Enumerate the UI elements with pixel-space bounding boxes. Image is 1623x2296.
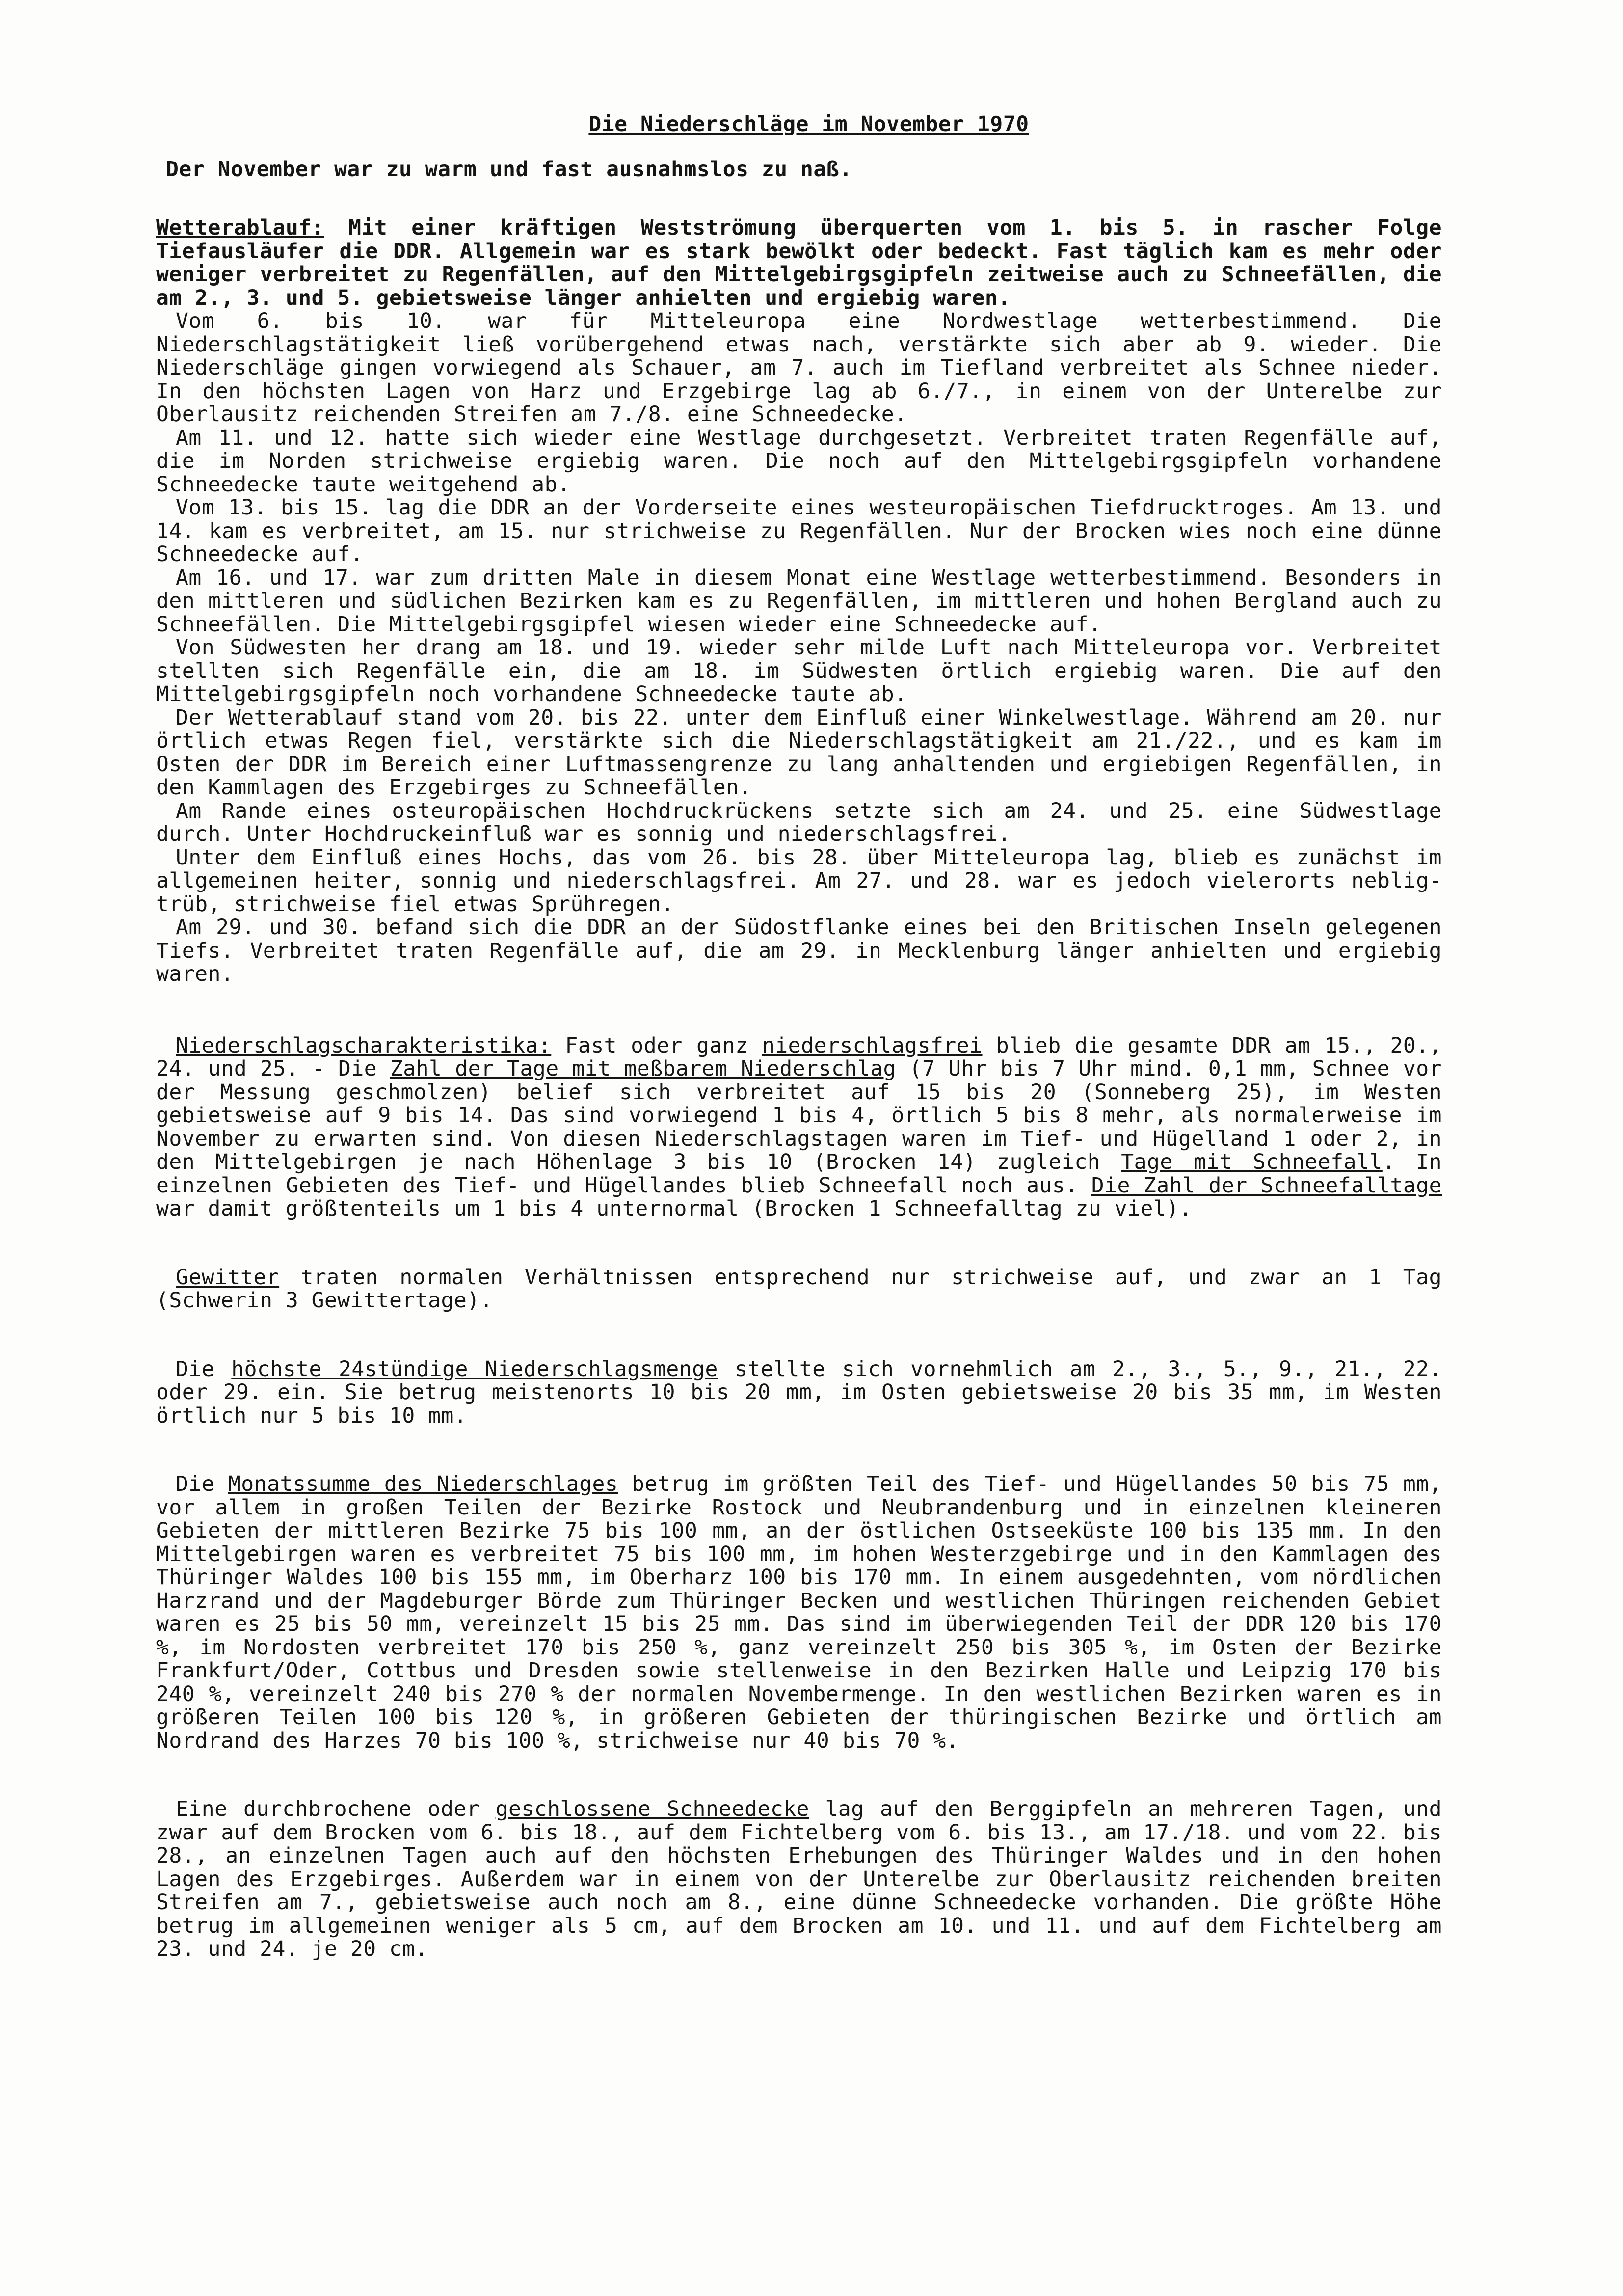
charakteristika-paragraph [156, 1034, 1442, 1221]
charakteristika-text-5: war damit größtenteils um 1 bis 4 unternormal (Brocken 1 Schneefalltag zu viel). [156, 1196, 1193, 1221]
charakteristika-text-2: blieb die gesamte DDR am 15., 20., 24. und 25. - Die [156, 1033, 1442, 1081]
document-title: Die Niederschläge im November 1970 [588, 112, 1029, 136]
wetterablauf-paragraph-2: Vom 6. bis 10. war für Mitteleuropa eine Nordwestlage wetterbestimmend. Die Niederschlagstätigkeit ließ vorübergehend etwas nach, verstärkte sich aber ab 9. wieder. Die Niederschläge gingen vorwiegend als Schauer, am 7. auch im Tiefland verbreitet als Schnee nieder. In den höchsten Lagen von Harz und Erzgebirge lag ab 6./7., in einem von der Unterelbe zur Oberlausitz reichenden Streifen am 7./8. eine Schneedecke. [156, 309, 1442, 427]
monatssumme-text-2: betrug im größten Teil des Tief- und Hügellandes 50 bis 75 mm, vor allem in großen Teilen der Bezirke Rostock und Neubrandenburg und in einzelnen kleineren Gebieten der mittleren Bezirke 75 bis 100 mm, an der östlichen Ostseeküste 100 bis 135 mm. In den Mittelgebirgen waren es verbreitet 75 bis 100 mm, im hohen Westerzgebirge und in den Kammlagen des Thüringer Waldes 100 bis 155 mm, im Oberharz 100 bis 170 mm. In einem ausgedehnten, vom nördlichen Harzrand und der Magdeburger Börde zum Thüringer Becken und westlichen Thüringen reichenden Gebiet waren es 25 bis 50 mm, vereinzelt 15 bis 25 mm. Das sind im überwiegenden Teil der DDR 120 bis 170 %, im Nordosten verbreitet 170 bis 250 %, ganz vereinzelt 250 bis 305 %, im Osten der Bezirke Frankfurt/Oder, Cottbus und Dresden sowie stellenweise in den Bezirken Halle und Leipzig 170 bis 240 %, vereinzelt 240 bis 270 % der normalen Novembermenge. In den westlichen Bezirken waren es in größeren Teilen 100 bis 120 %, in größeren Gebieten der thüringischen Bezirke und örtlich am Nordrand des Harzes 70 bis 100 %, strichweise nur 40 bis 70 %. [156, 1472, 1442, 1753]
monatssumme-paragraph [156, 1473, 1442, 1753]
charakteristika-text-3: (7 Uhr bis 7 Uhr mind. 0,1 mm, Schnee vor der Messung geschmolzen) belief sich verbreitet auf 15 bis 20 (Sonneberg 25), im Westen gebietsweise auf 9 bis 14. Das sind vorwiegend 1 bis 4, örtlich 5 bis 8 mehr, als normalerweise im November zu erwarten sind. Von diesen Niederschlagstagen waren im Tief- und Hügelland 1 oder 2, in den Mittelgebirgen je nach Höhenlage 3 bis 10 (Brocken 14) zugleich [156, 1056, 1442, 1174]
schneedecke-paragraph [156, 1798, 1442, 1961]
term-zahl-niederschlagstage: Zahl der Tage mit meßbarem Niederschlag [390, 1056, 896, 1081]
wetterablauf-paragraph-5: Am 16. und 17. war zum dritten Male in diesem Monat eine Westlage wetterbestimmend. Besonders in den mittleren und südlichen Bezirken kam es zu Regenfällen, im mittleren und hohen Bergland auch zu Schneefällen. Die Mittelgebirgsgipfel wiesen wieder eine Schneedecke auf. [156, 565, 1442, 637]
charakteristika-label: Niederschlagscharakteristika: [176, 1033, 552, 1058]
term-monatssumme: Monatssumme des Niederschlages [228, 1472, 618, 1496]
term-tage-mit-schneefall: Tage mit Schneefall [1121, 1150, 1383, 1174]
wetterablauf-paragraph-4: Vom 13. bis 15. lag die DDR an der Vorderseite eines westeuropäischen Tiefdrucktroges. Am 13. und 14. kam es verbreitet, am 15. nur strichweise zu Regenfällen. Nur der Brocken wies noch eine dünne Schneedecke auf. [156, 495, 1442, 567]
wetterablauf-paragraph-7: Der Wetterablauf stand vom 20. bis 22. unter dem Einfluß einer Winkelwestlage. Während am 20. nur örtlich etwas Regen fiel, verstärkte sich die Niederschlagstätigkeit am 21./22., und es kam im Osten der DDR im Bereich einer Luftmassengrenze zu lang anhaltenden und ergiebigen Regenfällen, in den Kammlagen des Erzgebirges zu Schneefällen. [156, 705, 1442, 800]
monatssumme-text-1: Die [176, 1472, 215, 1496]
term-zahl-schneefalltage: Die Zahl der Schneefalltage [1091, 1173, 1442, 1198]
wetterablauf-paragraph-1 [156, 216, 1442, 310]
term-geschlossene-schneedecke: geschlossene Schneedecke [495, 1797, 810, 1821]
charakteristika-text-1: Fast oder ganz [565, 1033, 748, 1058]
term-hoechste-tagesmenge: höchste 24stündige Niederschlagsmenge [231, 1356, 718, 1381]
wetterablauf-paragraph-8: Am Rande eines osteuropäischen Hochdruckrückens setzte sich am 24. und 25. eine Südwestlage durch. Unter Hochdruckeinfluß war es sonnig und niederschlagsfrei. [156, 798, 1442, 846]
wetterablauf-paragraph-9: Unter dem Einfluß eines Hochs, das vom 26. bis 28. über Mitteleuropa lag, blieb es zunächst im allgemeinen heiter, sonnig und niederschlagsfrei. Am 27. und 28. war es jedoch vielerorts neblig-trüb, strichweise fiel etwas Sprühregen. [156, 845, 1442, 917]
gewitter-paragraph [156, 1266, 1442, 1313]
document-subtitle: Der November war zu warm und fast ausnahmslos zu naß. [166, 157, 852, 182]
wetterablauf-paragraph-6: Von Südwesten her drang am 18. und 19. wieder sehr milde Luft nach Mitteleuropa vor. Verbreitet stellten sich Regenfälle ein, die am 18. im Südwesten örtlich ergiebig waren. Die auf den Mittelgebirgsgipfeln noch vorhandene Schneedecke taute ab. [156, 635, 1442, 706]
wetterablauf-text-1: Mit einer kräftigen Westströmung überquerten vom 1. bis 5. in rascher Folge Tiefausläufer die DDR. Allgemein war es stark bewölkt oder bedeckt. Fast täglich kam es mehr oder weniger verbreitet zu Regenfällen, auf den Mittelgebirgsgipfeln zeitweise auch zu Schneefällen, die am 2., 3. und 5. gebietsweise länger anhielten und ergiebig waren. [156, 216, 1442, 310]
term-niederschlagsfrei: niederschlagsfrei [762, 1033, 983, 1058]
tagesmenge-text-2: stellte sich vornehmlich am 2., 3., 5., 9., 21., 22. oder 29. ein. Sie betrug meistenorts 10 bis 20 mm, im Osten gebietsweise 20 bis 35 mm, im Westen örtlich nur 5 bis 10 mm. [156, 1356, 1442, 1428]
gewitter-text: traten normalen Verhältnissen entsprechend nur strichweise auf, und zwar an 1 Tag (Schwerin 3 Gewittertage). [156, 1265, 1442, 1313]
document-body [156, 113, 1442, 1961]
tagesmenge-paragraph [156, 1358, 1442, 1428]
wetterablauf-paragraph-10: Am 29. und 30. befand sich die DDR an der Südostflanke eines bei den Britischen Inseln gelegenen Tiefs. Verbreitet traten Regenfälle auf, die am 29. in Mecklenburg länger anhielten und ergiebig waren. [156, 915, 1442, 986]
schneedecke-text-2: lag auf den Berggipfeln an mehreren Tagen, und zwar auf dem Brocken vom 6. bis 18., auf dem Fichtelberg vom 6. bis 13., am 17./18. und vom 22. bis 28., an einzelnen Tagen auch auf den höchsten Erhebungen des Thüringer Waldes und in den hohen Lagen des Erzgebirges. Außerdem war in einem von der Unterelbe zur Oberlausitz reichenden breiten Streifen am 7., gebietsweise auch noch am 8., eine dünne Schneedecke vorhanden. Die größte Höhe betrug im allgemeinen weniger als 5 cm, auf dem Brocken am 10. und 11. und auf dem Fichtelberg am 23. und 24. je 20 cm. [156, 1797, 1442, 1961]
tagesmenge-text-1: Die [176, 1356, 215, 1381]
charakteristika-text-4: . In einzelnen Gebieten des Tief- und Hügellandes blieb Schneefall noch aus. [156, 1150, 1442, 1198]
schneedecke-text-1: Eine durchbrochene oder [176, 1797, 480, 1821]
wetterablauf-label: Wetterablauf: [156, 216, 325, 240]
term-gewitter: Gewitter [176, 1265, 280, 1290]
wetterablauf-paragraph-3: Am 11. und 12. hatte sich wieder eine Westlage durchgesetzt. Verbreitet traten Regenfälle auf, die im Norden strichweise ergiebig waren. Die noch auf den Mittelgebirgsgipfeln vorhandene Schneedecke taute weitgehend ab. [156, 425, 1442, 497]
